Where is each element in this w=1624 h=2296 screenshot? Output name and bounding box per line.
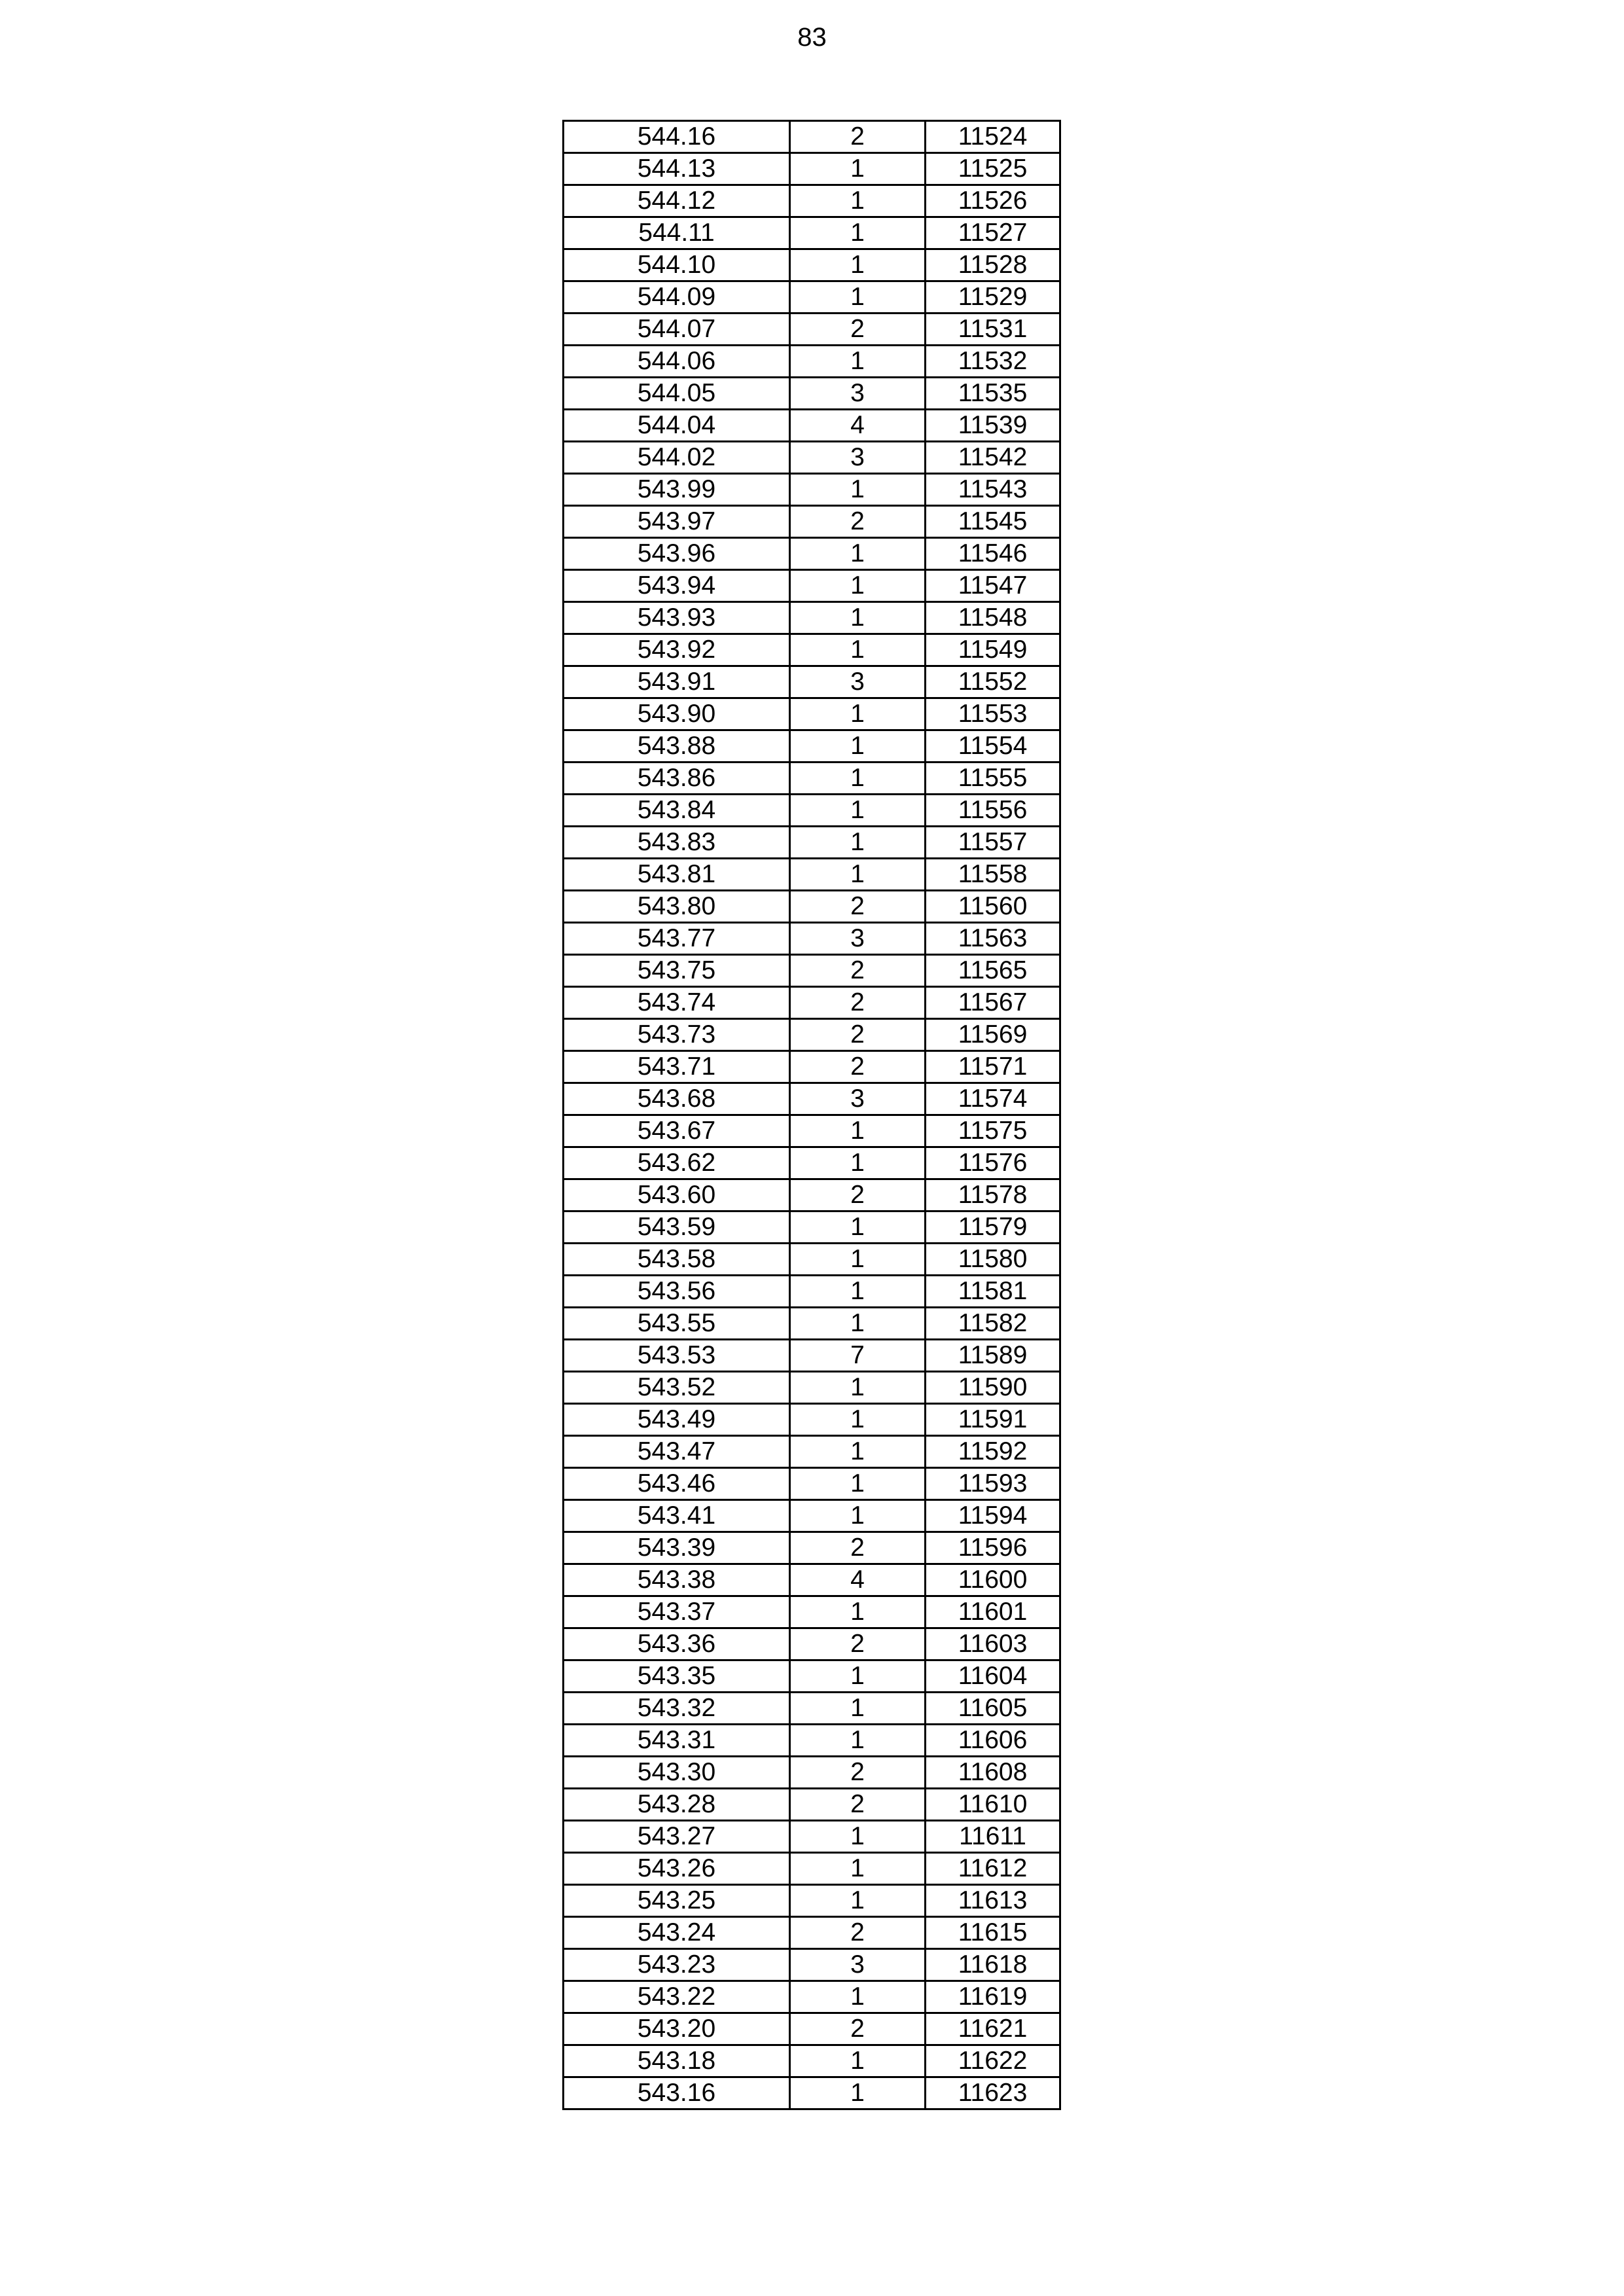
value-cell: 544.11	[564, 217, 790, 249]
value-cell: 543.55	[564, 1308, 790, 1340]
value-cell: 543.96	[564, 538, 790, 570]
value-cell: 543.75	[564, 955, 790, 987]
table-row	[564, 1789, 1060, 1821]
cumulative-cell: 11622	[926, 2045, 1060, 2077]
table-row	[564, 1019, 1060, 1051]
value-cell: 544.13	[564, 153, 790, 185]
count-cell: 1	[790, 2045, 926, 2077]
value-cell: 543.94	[564, 570, 790, 602]
count-cell: 1	[790, 602, 926, 634]
value-cell: 543.99	[564, 474, 790, 506]
table-row	[564, 346, 1060, 378]
cumulative-cell: 11618	[926, 1949, 1060, 1981]
table-row	[564, 410, 1060, 442]
table-row	[564, 378, 1060, 410]
count-cell: 1	[790, 249, 926, 281]
cumulative-cell: 11535	[926, 378, 1060, 410]
table-row	[564, 1564, 1060, 1596]
value-cell: 544.05	[564, 378, 790, 410]
table-row	[564, 1051, 1060, 1083]
cumulative-cell: 11553	[926, 698, 1060, 730]
value-cell: 543.30	[564, 1757, 790, 1789]
count-cell: 2	[790, 891, 926, 923]
table-row	[564, 1340, 1060, 1372]
table-row	[564, 1853, 1060, 1885]
cumulative-cell: 11525	[926, 153, 1060, 185]
table-row	[564, 1949, 1060, 1981]
value-cell: 544.07	[564, 314, 790, 346]
table-row	[564, 2045, 1060, 2077]
value-cell: 543.74	[564, 987, 790, 1019]
count-cell: 1	[790, 281, 926, 314]
count-cell: 4	[790, 1564, 926, 1596]
table-row	[564, 955, 1060, 987]
table-row	[564, 1757, 1060, 1789]
cumulative-cell: 11612	[926, 1853, 1060, 1885]
value-cell: 543.46	[564, 1468, 790, 1500]
value-cell: 543.31	[564, 1725, 790, 1757]
data-table	[562, 120, 1061, 2110]
value-cell: 544.02	[564, 442, 790, 474]
count-cell: 1	[790, 1981, 926, 2013]
count-cell: 4	[790, 410, 926, 442]
count-cell: 2	[790, 1019, 926, 1051]
count-cell: 2	[790, 1628, 926, 1660]
value-cell: 543.32	[564, 1693, 790, 1725]
value-cell: 543.22	[564, 1981, 790, 2013]
table-row	[564, 987, 1060, 1019]
count-cell: 1	[790, 1821, 926, 1853]
table-row	[564, 698, 1060, 730]
value-cell: 544.12	[564, 185, 790, 217]
count-cell: 2	[790, 1179, 926, 1211]
count-cell: 1	[790, 1853, 926, 1885]
count-cell: 1	[790, 859, 926, 891]
cumulative-cell: 11621	[926, 2013, 1060, 2045]
value-cell: 543.60	[564, 1179, 790, 1211]
count-cell: 1	[790, 1211, 926, 1244]
cumulative-cell: 11578	[926, 1179, 1060, 1211]
value-cell: 543.20	[564, 2013, 790, 2045]
table-row	[564, 923, 1060, 955]
cumulative-cell: 11579	[926, 1211, 1060, 1244]
table-row	[564, 634, 1060, 666]
count-cell: 1	[790, 1885, 926, 1917]
value-cell: 543.68	[564, 1083, 790, 1115]
count-cell: 3	[790, 442, 926, 474]
cumulative-cell: 11547	[926, 570, 1060, 602]
count-cell: 1	[790, 1372, 926, 1404]
table-row	[564, 1500, 1060, 1532]
value-cell: 543.59	[564, 1211, 790, 1244]
count-cell: 2	[790, 2013, 926, 2045]
count-cell: 1	[790, 153, 926, 185]
cumulative-cell: 11526	[926, 185, 1060, 217]
table-row	[564, 1725, 1060, 1757]
cumulative-cell: 11596	[926, 1532, 1060, 1564]
count-cell: 3	[790, 923, 926, 955]
table-row	[564, 474, 1060, 506]
count-cell: 1	[790, 538, 926, 570]
count-cell: 1	[790, 730, 926, 762]
cumulative-cell: 11555	[926, 762, 1060, 795]
value-cell: 543.35	[564, 1660, 790, 1693]
value-cell: 543.71	[564, 1051, 790, 1083]
cumulative-cell: 11611	[926, 1821, 1060, 1853]
count-cell: 1	[790, 474, 926, 506]
cumulative-cell: 11576	[926, 1147, 1060, 1179]
table-row	[564, 506, 1060, 538]
cumulative-cell: 11591	[926, 1404, 1060, 1436]
count-cell: 2	[790, 314, 926, 346]
value-cell: 543.18	[564, 2045, 790, 2077]
cumulative-cell: 11613	[926, 1885, 1060, 1917]
table-row	[564, 1981, 1060, 2013]
table-row	[564, 1308, 1060, 1340]
table-row	[564, 1147, 1060, 1179]
cumulative-cell: 11589	[926, 1340, 1060, 1372]
value-cell: 543.41	[564, 1500, 790, 1532]
count-cell: 3	[790, 666, 926, 698]
value-cell: 543.93	[564, 602, 790, 634]
count-cell: 1	[790, 1115, 926, 1147]
count-cell: 1	[790, 570, 926, 602]
value-cell: 543.23	[564, 1949, 790, 1981]
table-row	[564, 762, 1060, 795]
count-cell: 2	[790, 1757, 926, 1789]
cumulative-cell: 11610	[926, 1789, 1060, 1821]
value-cell: 544.04	[564, 410, 790, 442]
cumulative-cell: 11524	[926, 121, 1060, 153]
table-row	[564, 1372, 1060, 1404]
cumulative-cell: 11543	[926, 474, 1060, 506]
value-cell: 543.39	[564, 1532, 790, 1564]
value-cell: 543.97	[564, 506, 790, 538]
count-cell: 2	[790, 506, 926, 538]
table-row	[564, 1115, 1060, 1147]
cumulative-cell: 11565	[926, 955, 1060, 987]
table-row	[564, 442, 1060, 474]
value-cell: 543.84	[564, 795, 790, 827]
table-row	[564, 249, 1060, 281]
cumulative-cell: 11592	[926, 1436, 1060, 1468]
value-cell: 544.06	[564, 346, 790, 378]
count-cell: 2	[790, 1789, 926, 1821]
value-cell: 543.53	[564, 1340, 790, 1372]
cumulative-cell: 11593	[926, 1468, 1060, 1500]
count-cell: 1	[790, 1693, 926, 1725]
table-row	[564, 2077, 1060, 2109]
count-cell: 1	[790, 1660, 926, 1693]
table-row	[564, 730, 1060, 762]
table-row	[564, 2013, 1060, 2045]
table-row	[564, 1468, 1060, 1500]
value-cell: 543.91	[564, 666, 790, 698]
cumulative-cell: 11603	[926, 1628, 1060, 1660]
count-cell: 1	[790, 1308, 926, 1340]
value-cell: 543.26	[564, 1853, 790, 1885]
value-cell: 543.36	[564, 1628, 790, 1660]
cumulative-cell: 11605	[926, 1693, 1060, 1725]
cumulative-cell: 11552	[926, 666, 1060, 698]
value-cell: 543.88	[564, 730, 790, 762]
table-row	[564, 1244, 1060, 1276]
cumulative-cell: 11557	[926, 827, 1060, 859]
count-cell: 1	[790, 1725, 926, 1757]
value-cell: 543.92	[564, 634, 790, 666]
cumulative-cell: 11549	[926, 634, 1060, 666]
table-row	[564, 121, 1060, 153]
count-cell: 1	[790, 1468, 926, 1500]
count-cell: 1	[790, 217, 926, 249]
cumulative-cell: 11571	[926, 1051, 1060, 1083]
cumulative-cell: 11542	[926, 442, 1060, 474]
value-cell: 543.16	[564, 2077, 790, 2109]
count-cell: 1	[790, 185, 926, 217]
count-cell: 1	[790, 2077, 926, 2109]
cumulative-cell: 11600	[926, 1564, 1060, 1596]
value-cell: 543.67	[564, 1115, 790, 1147]
cumulative-cell: 11558	[926, 859, 1060, 891]
table-row	[564, 1083, 1060, 1115]
table-row	[564, 827, 1060, 859]
table-row	[564, 1436, 1060, 1468]
cumulative-cell: 11574	[926, 1083, 1060, 1115]
count-cell: 1	[790, 1276, 926, 1308]
value-cell: 544.09	[564, 281, 790, 314]
table-row	[564, 1179, 1060, 1211]
count-cell: 2	[790, 1917, 926, 1949]
cumulative-cell: 11569	[926, 1019, 1060, 1051]
cumulative-cell: 11560	[926, 891, 1060, 923]
value-cell: 543.27	[564, 1821, 790, 1853]
table-row	[564, 1276, 1060, 1308]
cumulative-cell: 11601	[926, 1596, 1060, 1628]
table-row	[564, 891, 1060, 923]
cumulative-cell: 11563	[926, 923, 1060, 955]
table-body	[564, 121, 1060, 2109]
cumulative-cell: 11545	[926, 506, 1060, 538]
count-cell: 2	[790, 121, 926, 153]
count-cell: 3	[790, 1949, 926, 1981]
table-row	[564, 281, 1060, 314]
value-cell: 543.24	[564, 1917, 790, 1949]
table-row	[564, 314, 1060, 346]
table-row	[564, 666, 1060, 698]
page-number: 83	[797, 23, 827, 52]
count-cell: 3	[790, 378, 926, 410]
value-cell: 543.90	[564, 698, 790, 730]
count-cell: 2	[790, 1532, 926, 1564]
count-cell: 1	[790, 346, 926, 378]
count-cell: 2	[790, 987, 926, 1019]
table-row	[564, 602, 1060, 634]
cumulative-cell: 11594	[926, 1500, 1060, 1532]
value-cell: 543.49	[564, 1404, 790, 1436]
table-row	[564, 538, 1060, 570]
table-row	[564, 1404, 1060, 1436]
cumulative-cell: 11623	[926, 2077, 1060, 2109]
count-cell: 1	[790, 795, 926, 827]
count-cell: 1	[790, 1244, 926, 1276]
table-row	[564, 1660, 1060, 1693]
value-cell: 543.73	[564, 1019, 790, 1051]
cumulative-cell: 11567	[926, 987, 1060, 1019]
cumulative-cell: 11590	[926, 1372, 1060, 1404]
count-cell: 1	[790, 634, 926, 666]
value-cell: 544.10	[564, 249, 790, 281]
cumulative-cell: 11556	[926, 795, 1060, 827]
count-cell: 1	[790, 762, 926, 795]
value-cell: 543.37	[564, 1596, 790, 1628]
value-cell: 543.81	[564, 859, 790, 891]
table-row	[564, 1885, 1060, 1917]
table-row	[564, 185, 1060, 217]
cumulative-cell: 11582	[926, 1308, 1060, 1340]
cumulative-cell: 11608	[926, 1757, 1060, 1789]
value-cell: 543.62	[564, 1147, 790, 1179]
value-cell: 543.77	[564, 923, 790, 955]
cumulative-cell: 11554	[926, 730, 1060, 762]
value-cell: 543.58	[564, 1244, 790, 1276]
table-row	[564, 1532, 1060, 1564]
cumulative-cell: 11539	[926, 410, 1060, 442]
count-cell: 1	[790, 827, 926, 859]
count-cell: 1	[790, 1436, 926, 1468]
value-cell: 543.56	[564, 1276, 790, 1308]
cumulative-cell: 11619	[926, 1981, 1060, 2013]
table-row	[564, 1693, 1060, 1725]
table-row	[564, 795, 1060, 827]
count-cell: 2	[790, 1051, 926, 1083]
count-cell: 3	[790, 1083, 926, 1115]
cumulative-cell: 11532	[926, 346, 1060, 378]
cumulative-cell: 11548	[926, 602, 1060, 634]
cumulative-cell: 11604	[926, 1660, 1060, 1693]
table-row	[564, 1628, 1060, 1660]
value-cell: 543.25	[564, 1885, 790, 1917]
cumulative-cell: 11527	[926, 217, 1060, 249]
table-row	[564, 1211, 1060, 1244]
value-cell: 543.38	[564, 1564, 790, 1596]
table-row	[564, 1917, 1060, 1949]
value-cell: 543.86	[564, 762, 790, 795]
cumulative-cell: 11580	[926, 1244, 1060, 1276]
value-cell: 543.80	[564, 891, 790, 923]
value-cell: 543.52	[564, 1372, 790, 1404]
count-cell: 7	[790, 1340, 926, 1372]
cumulative-cell: 11581	[926, 1276, 1060, 1308]
cumulative-cell: 11531	[926, 314, 1060, 346]
table-row	[564, 153, 1060, 185]
count-cell: 2	[790, 955, 926, 987]
table-row	[564, 859, 1060, 891]
value-cell: 543.47	[564, 1436, 790, 1468]
cumulative-cell: 11528	[926, 249, 1060, 281]
count-cell: 1	[790, 1596, 926, 1628]
cumulative-cell: 11615	[926, 1917, 1060, 1949]
value-cell: 544.16	[564, 121, 790, 153]
table-row	[564, 217, 1060, 249]
cumulative-cell: 11606	[926, 1725, 1060, 1757]
cumulative-cell: 11529	[926, 281, 1060, 314]
table-row	[564, 1821, 1060, 1853]
value-cell: 543.83	[564, 827, 790, 859]
count-cell: 1	[790, 1404, 926, 1436]
table-row	[564, 570, 1060, 602]
count-cell: 1	[790, 1500, 926, 1532]
table-row	[564, 1596, 1060, 1628]
value-cell: 543.28	[564, 1789, 790, 1821]
count-cell: 1	[790, 698, 926, 730]
cumulative-cell: 11575	[926, 1115, 1060, 1147]
count-cell: 1	[790, 1147, 926, 1179]
cumulative-cell: 11546	[926, 538, 1060, 570]
